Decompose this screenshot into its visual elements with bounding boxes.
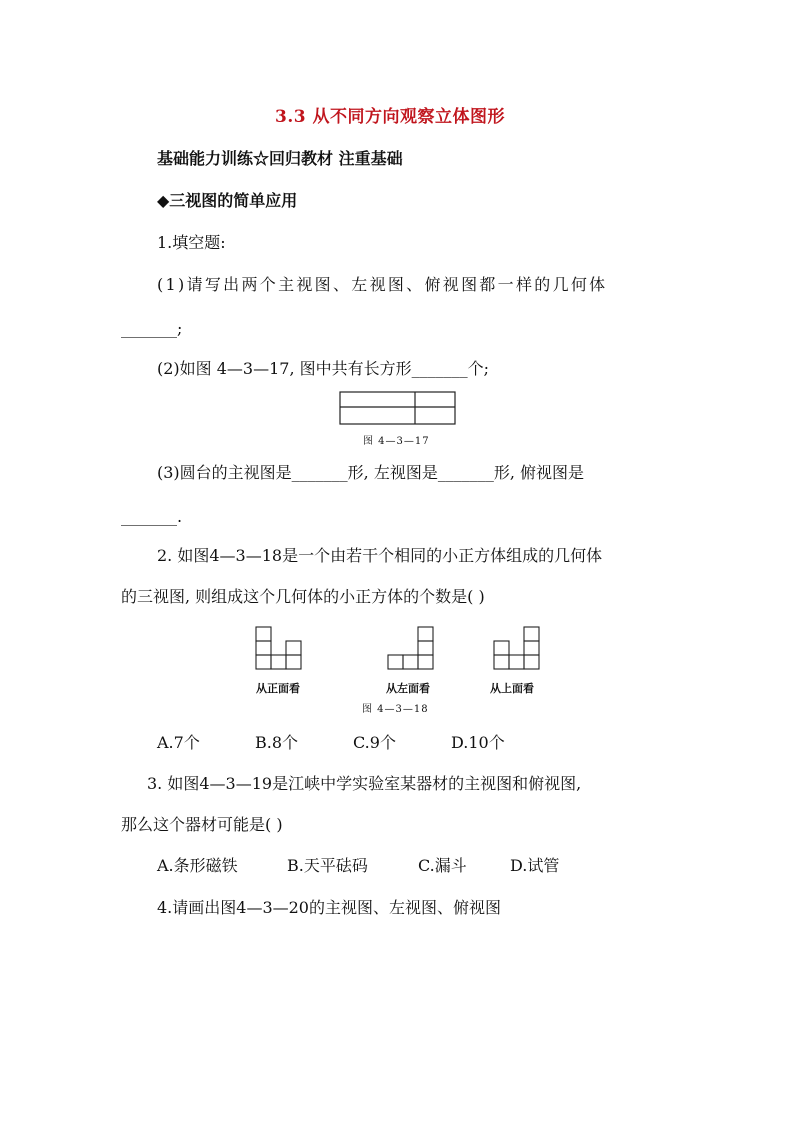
q3-option-b: B.天平砝码: [287, 856, 368, 875]
fig17-caption: 图 4—3—17: [363, 436, 430, 447]
fig18-caption: 图 4—3—18: [362, 704, 429, 715]
q2-left-view-label: 从左面看: [386, 682, 430, 695]
topic-heading: ◆三视图的简单应用: [157, 191, 298, 210]
q3-option-d: D.试管: [510, 856, 560, 875]
left-cell: [418, 655, 433, 669]
q3-option-a: A.条形磁铁: [157, 856, 238, 875]
top-cell: [494, 655, 509, 669]
front-cell: [256, 627, 271, 641]
front-cell: [286, 641, 301, 655]
q2-option-b: B.8个: [255, 733, 299, 752]
q1-part2: (2)如图 4—3—17, 图中共有长方形_______个;: [157, 359, 490, 378]
top-cell: [524, 655, 539, 669]
q4-line1: 4.请画出图4—3—20的主视图、左视图、俯视图: [157, 898, 501, 917]
figure-4-3-17: [338, 390, 458, 426]
top-cell: [509, 655, 524, 669]
left-cell: [388, 655, 403, 669]
q2-line2: 的三视图, 则组成这个几何体的小正方体的个数是( ): [121, 587, 485, 606]
q2-front-view-label: 从正面看: [256, 682, 300, 695]
q1-stem: 1.填空题:: [157, 233, 226, 252]
q3-line2: 那么这个器材可能是( ): [121, 815, 283, 834]
q1-part3-line2: _______.: [121, 507, 183, 526]
front-cell: [256, 641, 271, 655]
q2-top-view-label: 从上面看: [490, 682, 534, 695]
q3-line1: 3. 如图4—3—19是江峡中学实验室某器材的主视图和俯视图,: [147, 774, 582, 793]
q2-left-view: [386, 625, 436, 671]
left-cell: [418, 641, 433, 655]
front-cell: [286, 655, 301, 669]
top-cell: [524, 641, 539, 655]
q3-option-c: C.漏斗: [418, 856, 467, 875]
q1-part1-line2: _______;: [121, 319, 183, 338]
q2-line1: 2. 如图4—3—18是一个由若干个相同的小正方体组成的几何体: [157, 546, 603, 565]
q1-part1-line1: (1)请写出两个主视图、左视图、俯视图都一样的几何体: [157, 275, 608, 294]
q2-front-view: [254, 625, 304, 671]
front-cell: [256, 655, 271, 669]
fig17-outer-rect: [340, 392, 455, 424]
left-cell: [418, 627, 433, 641]
q2-option-a: A.7个: [157, 733, 200, 752]
q2-option-c: C.9个: [353, 733, 396, 752]
page-title: 3.3 从不同方向观察立体图形: [275, 107, 505, 127]
top-cell: [494, 641, 509, 655]
q2-option-d: D.10个: [451, 733, 505, 752]
q1-part3-line1: (3)圆台的主视图是_______形, 左视图是_______形, 俯视图是: [157, 463, 585, 482]
section-header: 基础能力训练☆回归教材 注重基础: [157, 149, 403, 168]
top-cell: [524, 627, 539, 641]
left-cell: [403, 655, 418, 669]
front-cell: [271, 655, 286, 669]
q2-top-view: [492, 625, 542, 671]
